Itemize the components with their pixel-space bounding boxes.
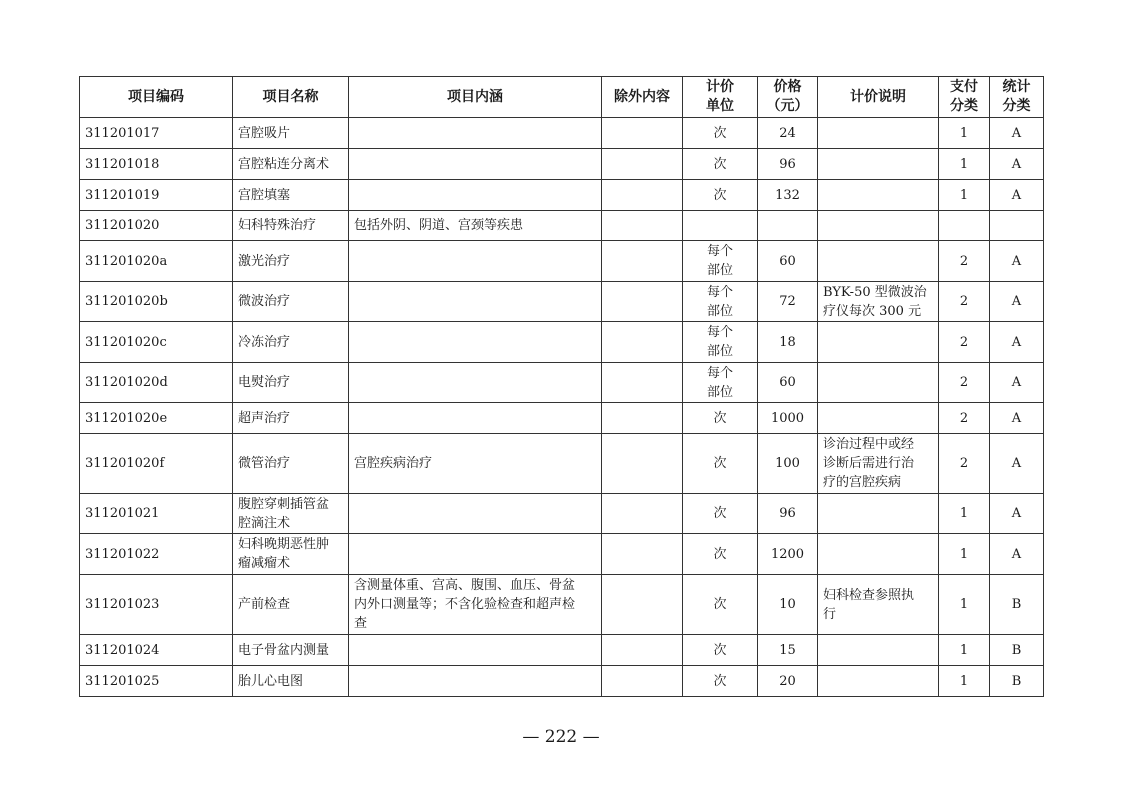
cell-name: 宫腔填塞 [233, 180, 349, 211]
header-note: 计价说明 [818, 77, 939, 118]
cell-except [602, 241, 683, 282]
cell-except [602, 322, 683, 363]
table-row [80, 635, 1044, 666]
cell-code: 311201018 [80, 149, 233, 180]
cell-unit: 次 [683, 635, 758, 666]
cell-name: 电子骨盆内测量 [233, 635, 349, 666]
cell-stat: A [990, 282, 1044, 322]
cell-name: 腹腔穿刺插管盆 腔滴注术 [233, 494, 349, 534]
cell-price: 96 [758, 494, 818, 534]
cell-unit: 次 [683, 180, 758, 211]
cell-unit: 每个 部位 [683, 363, 758, 403]
cell-content: 包括外阴、阴道、宫颈等疾患 [349, 211, 602, 241]
cell-code: 311201017 [80, 118, 233, 149]
cell-content [349, 403, 602, 434]
cell-price: 132 [758, 180, 818, 211]
cell-code: 311201020f [80, 434, 233, 494]
cell-content: 含测量体重、宫高、腹围、血压、骨盆 内外口测量等；不含化验检查和超声检 查 [349, 575, 602, 635]
price-table [79, 76, 1044, 697]
header-row [80, 77, 1044, 118]
cell-note [818, 322, 939, 363]
cell-pay: 1 [939, 666, 990, 697]
cell-pay: 2 [939, 363, 990, 403]
cell-note [818, 241, 939, 282]
cell-price: 20 [758, 666, 818, 697]
cell-pay: 1 [939, 118, 990, 149]
cell-name: 产前检查 [233, 575, 349, 635]
cell-price: 96 [758, 149, 818, 180]
cell-note [818, 118, 939, 149]
cell-stat: B [990, 666, 1044, 697]
cell-price: 15 [758, 635, 818, 666]
cell-name: 妇科晚期恶性肿 瘤减瘤术 [233, 534, 349, 575]
cell-price: 1200 [758, 534, 818, 575]
cell-note: BYK-50 型微波治 疗仪每次 300 元 [818, 282, 939, 322]
header-stat: 统计 分类 [990, 77, 1044, 118]
cell-stat: A [990, 180, 1044, 211]
cell-stat: A [990, 363, 1044, 403]
table-row [80, 575, 1044, 635]
cell-code: 311201020 [80, 211, 233, 241]
table-row [80, 666, 1044, 697]
cell-name: 超声治疗 [233, 403, 349, 434]
table-row [80, 211, 1044, 241]
table-row [80, 534, 1044, 575]
cell-pay: 1 [939, 575, 990, 635]
cell-unit: 每个 部位 [683, 322, 758, 363]
cell-content [349, 241, 602, 282]
cell-price: 10 [758, 575, 818, 635]
cell-name: 微管治疗 [233, 434, 349, 494]
cell-except [602, 282, 683, 322]
table-row [80, 180, 1044, 211]
table-row [80, 494, 1044, 534]
cell-except [602, 575, 683, 635]
cell-price [758, 211, 818, 241]
cell-unit: 次 [683, 403, 758, 434]
page-number: — 222 — [522, 727, 600, 747]
cell-code: 311201020e [80, 403, 233, 434]
cell-note [818, 494, 939, 534]
cell-price: 100 [758, 434, 818, 494]
cell-note [818, 534, 939, 575]
cell-except [602, 211, 683, 241]
cell-stat [990, 211, 1044, 241]
cell-stat: A [990, 494, 1044, 534]
table-row [80, 434, 1044, 494]
header-content: 项目内涵 [349, 77, 602, 118]
cell-pay: 2 [939, 322, 990, 363]
cell-code: 311201020a [80, 241, 233, 282]
cell-except [602, 494, 683, 534]
cell-stat: A [990, 403, 1044, 434]
cell-code: 311201020b [80, 282, 233, 322]
table-row [80, 149, 1044, 180]
cell-note: 诊治过程中或经 诊断后需进行治 疗的宫腔疾病 [818, 434, 939, 494]
cell-note [818, 635, 939, 666]
cell-pay: 1 [939, 494, 990, 534]
cell-except [602, 635, 683, 666]
cell-except [602, 434, 683, 494]
cell-stat: A [990, 534, 1044, 575]
cell-content [349, 149, 602, 180]
cell-code: 311201020d [80, 363, 233, 403]
cell-content [349, 666, 602, 697]
cell-note [818, 211, 939, 241]
cell-unit: 每个 部位 [683, 241, 758, 282]
cell-code: 311201020c [80, 322, 233, 363]
cell-note [818, 666, 939, 697]
header-pay: 支付 分类 [939, 77, 990, 118]
cell-content: 宫腔疾病治疗 [349, 434, 602, 494]
cell-pay [939, 211, 990, 241]
cell-stat: A [990, 322, 1044, 363]
cell-price: 1000 [758, 403, 818, 434]
cell-stat: B [990, 575, 1044, 635]
cell-price: 24 [758, 118, 818, 149]
cell-note [818, 149, 939, 180]
cell-pay: 2 [939, 434, 990, 494]
cell-name: 激光治疗 [233, 241, 349, 282]
cell-content [349, 322, 602, 363]
cell-note [818, 180, 939, 211]
cell-unit: 次 [683, 666, 758, 697]
cell-note [818, 403, 939, 434]
header-name: 项目名称 [233, 77, 349, 118]
header-code: 项目编码 [80, 77, 233, 118]
cell-unit: 次 [683, 534, 758, 575]
cell-note: 妇科检查参照执 行 [818, 575, 939, 635]
cell-name: 微波治疗 [233, 282, 349, 322]
cell-name: 妇科特殊治疗 [233, 211, 349, 241]
cell-content [349, 363, 602, 403]
cell-pay: 2 [939, 282, 990, 322]
cell-except [602, 403, 683, 434]
cell-code: 311201022 [80, 534, 233, 575]
cell-price: 60 [758, 363, 818, 403]
cell-stat: A [990, 241, 1044, 282]
table-row [80, 282, 1044, 322]
cell-except [602, 149, 683, 180]
cell-pay: 1 [939, 180, 990, 211]
cell-name: 宫腔粘连分离术 [233, 149, 349, 180]
cell-content [349, 180, 602, 211]
cell-stat: A [990, 149, 1044, 180]
cell-price: 72 [758, 282, 818, 322]
cell-pay: 1 [939, 149, 990, 180]
cell-pay: 1 [939, 635, 990, 666]
header-except: 除外内容 [602, 77, 683, 118]
cell-note [818, 363, 939, 403]
cell-unit: 次 [683, 118, 758, 149]
table-body [80, 118, 1044, 697]
cell-except [602, 118, 683, 149]
cell-except [602, 363, 683, 403]
cell-code: 311201021 [80, 494, 233, 534]
cell-pay: 2 [939, 241, 990, 282]
cell-except [602, 666, 683, 697]
cell-content [349, 118, 602, 149]
cell-code: 311201023 [80, 575, 233, 635]
cell-except [602, 180, 683, 211]
cell-unit [683, 211, 758, 241]
cell-stat: A [990, 434, 1044, 494]
cell-name: 宫腔吸片 [233, 118, 349, 149]
cell-name: 冷冻治疗 [233, 322, 349, 363]
cell-content [349, 534, 602, 575]
header-unit: 计价 单位 [683, 77, 758, 118]
cell-price: 18 [758, 322, 818, 363]
table-row [80, 241, 1044, 282]
header-price: 价格 （元） [758, 77, 818, 118]
cell-pay: 1 [939, 534, 990, 575]
cell-content [349, 282, 602, 322]
cell-unit: 次 [683, 494, 758, 534]
table-row [80, 363, 1044, 403]
cell-code: 311201019 [80, 180, 233, 211]
cell-stat: A [990, 118, 1044, 149]
cell-code: 311201024 [80, 635, 233, 666]
table-row [80, 118, 1044, 149]
cell-content [349, 494, 602, 534]
table-row [80, 403, 1044, 434]
cell-name: 胎儿心电图 [233, 666, 349, 697]
cell-price: 60 [758, 241, 818, 282]
cell-unit: 次 [683, 434, 758, 494]
cell-stat: B [990, 635, 1044, 666]
cell-code: 311201025 [80, 666, 233, 697]
cell-unit: 每个 部位 [683, 282, 758, 322]
table-row [80, 322, 1044, 363]
cell-except [602, 534, 683, 575]
cell-unit: 次 [683, 575, 758, 635]
cell-content [349, 635, 602, 666]
cell-name: 电熨治疗 [233, 363, 349, 403]
cell-unit: 次 [683, 149, 758, 180]
cell-pay: 2 [939, 403, 990, 434]
